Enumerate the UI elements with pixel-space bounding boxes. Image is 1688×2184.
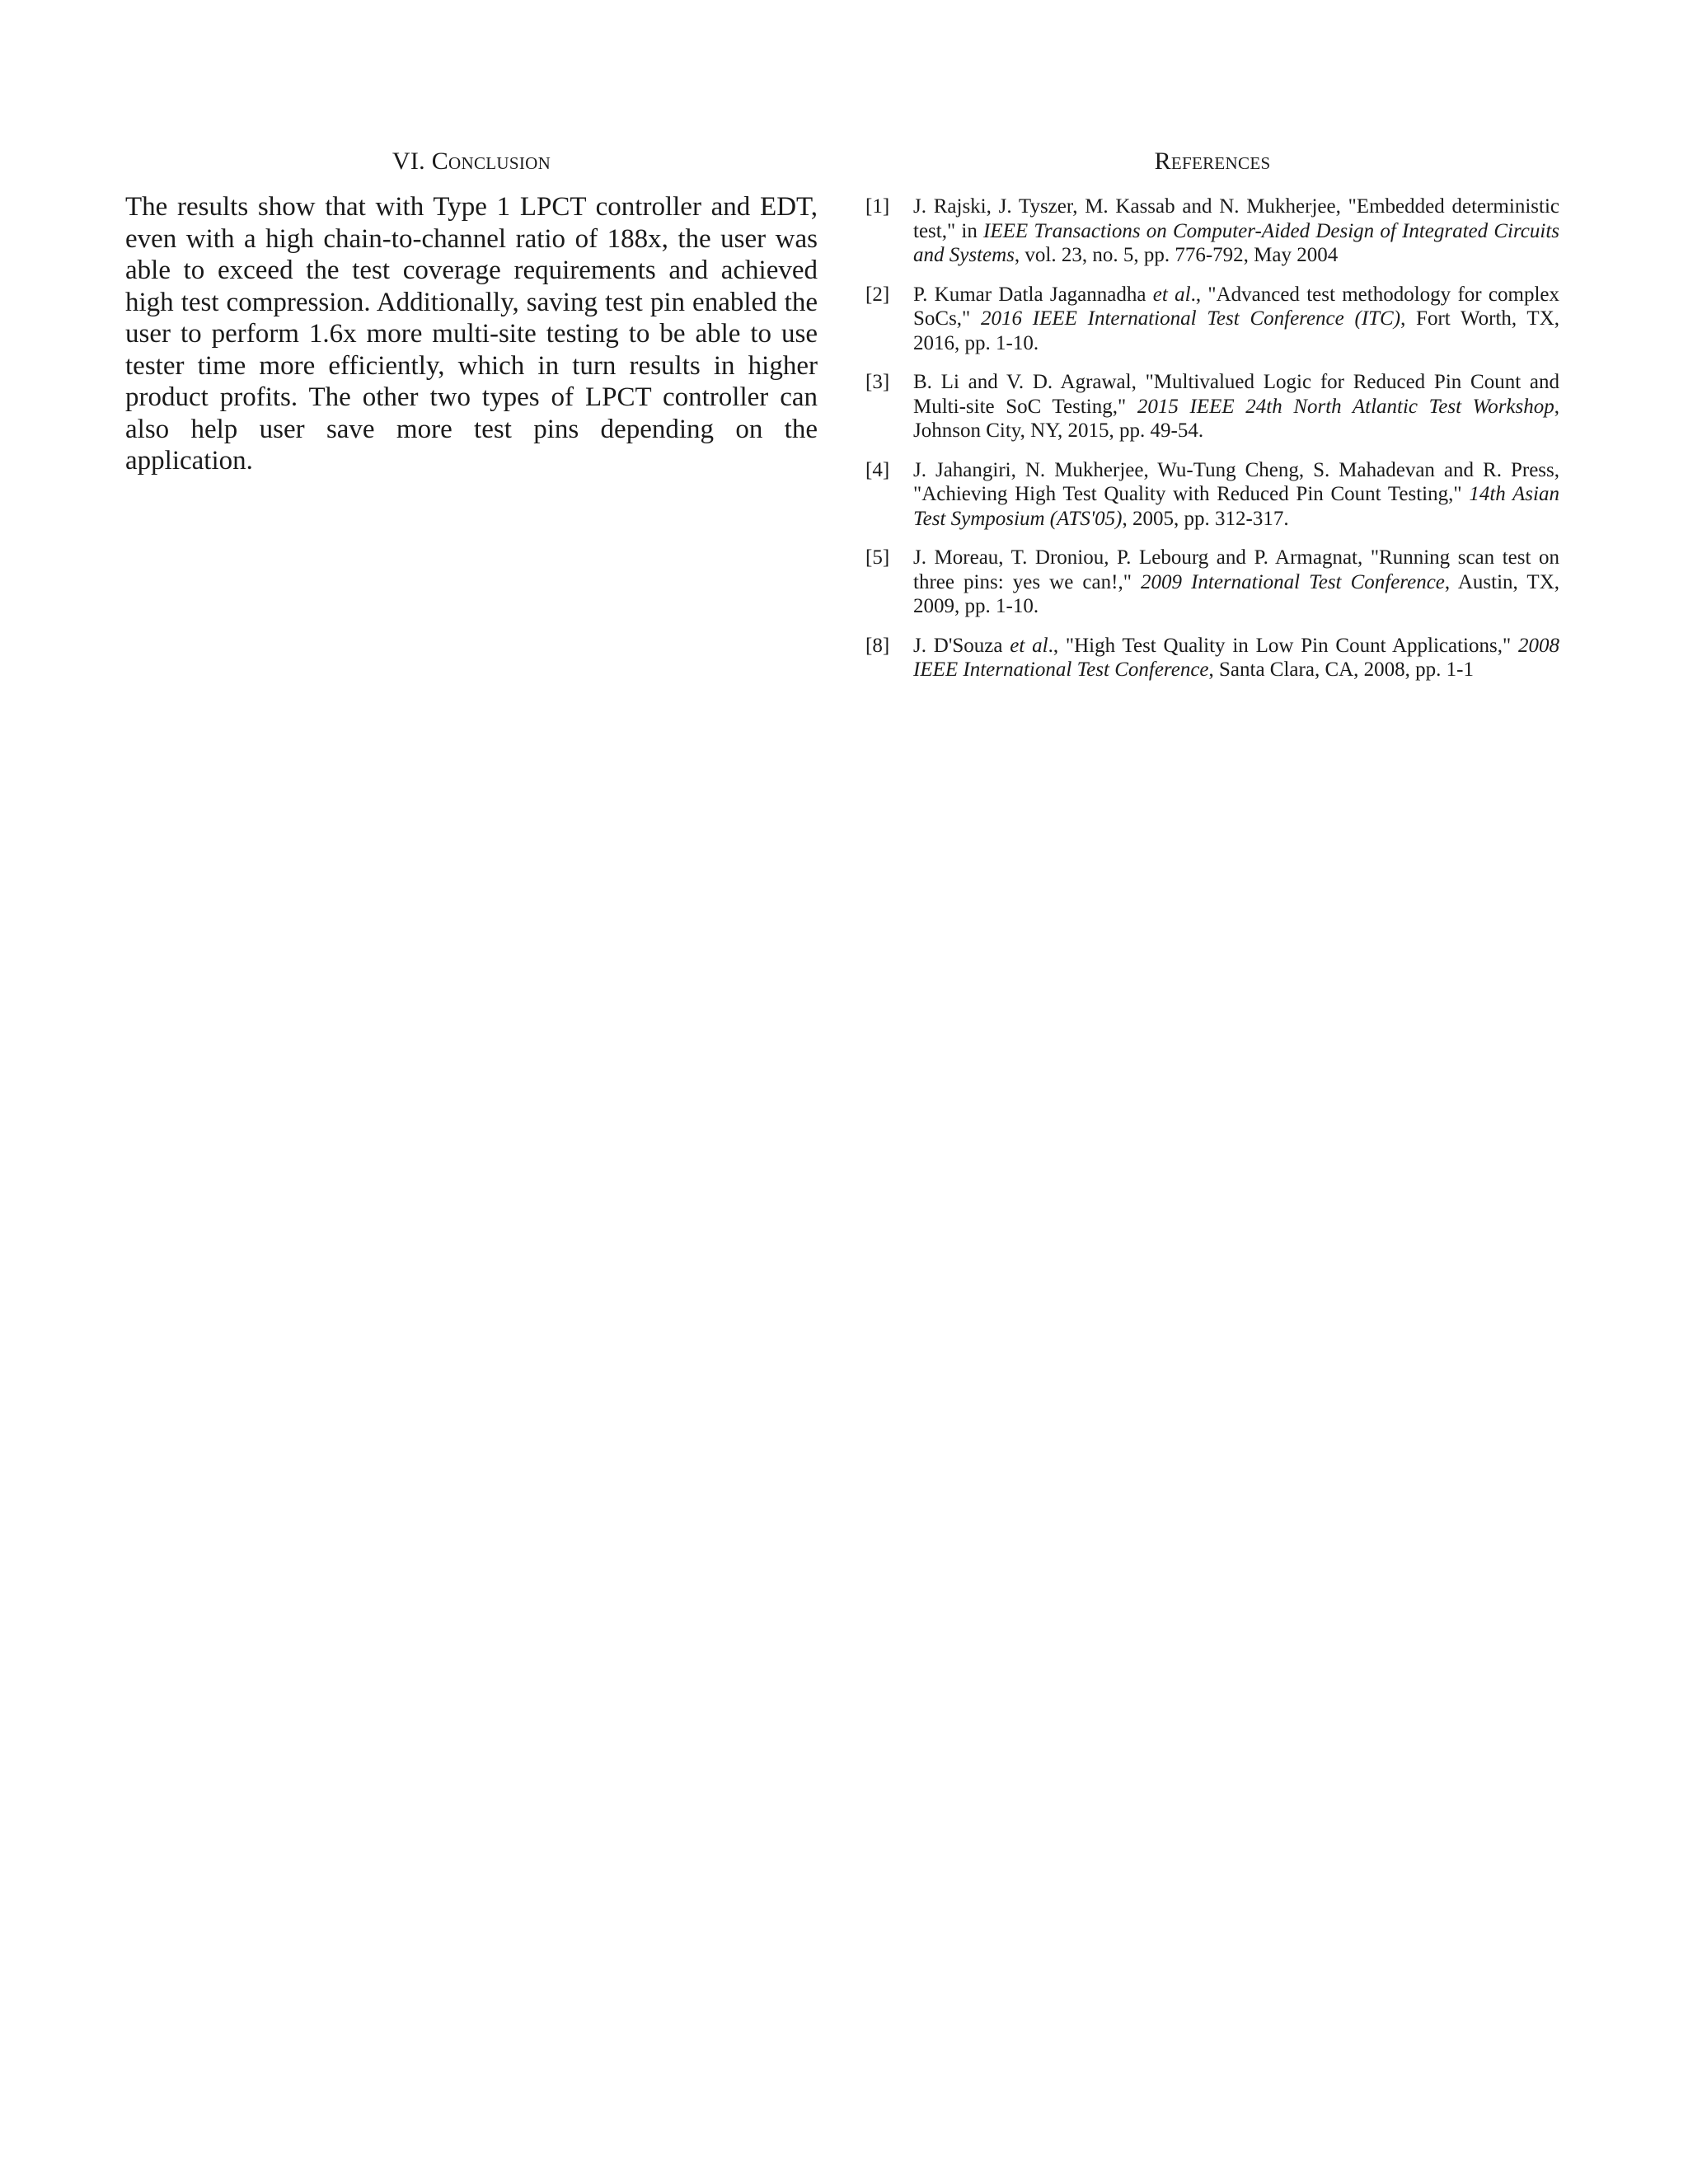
reference-item-5 bbox=[865, 546, 1559, 619]
reference-title: ., "High Test Quality in Low Pin Count Applications," bbox=[1048, 634, 1518, 657]
reference-venue: 2009 International Test Conference bbox=[1141, 570, 1445, 593]
reference-number: [5] bbox=[865, 546, 890, 569]
reference-details: , Fort Worth, TX, 2016, pp. 1-10. bbox=[913, 307, 1560, 354]
reference-details: , vol. 23, no. 5, pp. 776-792, May 2004 bbox=[1014, 244, 1339, 266]
reference-list bbox=[865, 194, 1559, 682]
reference-text bbox=[913, 371, 1559, 442]
conclusion-section bbox=[125, 147, 818, 477]
reference-authors-title: B. Li and V. D. Agrawal, "Multivalued Logic for Reduced Pin Count and Multi-site SoC Testing," bbox=[913, 371, 1559, 418]
conclusion-paragraph: The results show that with Type 1 LPCT controller and EDT, even with a high chain-to-channel ratio of 188x, the user was able to exceed the test coverage requirements and achieved high test compression. Additionally, saving test pin enabled the user to perform 1.6x more multi-site testing to be able to use tester time more efficiently, which in turn results in higher product profits. The other two types of LPCT controller can also help user save more test pins depending on the application. bbox=[125, 192, 818, 476]
reference-venue: 2015 IEEE 24th North Atlantic Test Workshop bbox=[1137, 395, 1554, 418]
references-section bbox=[865, 147, 1559, 697]
reference-et-al: et al bbox=[1010, 634, 1048, 657]
reference-text bbox=[913, 546, 1559, 617]
reference-number: [1] bbox=[865, 195, 890, 218]
reference-authors-title: J. Rajski, J. Tyszer, M. Kassab and N. Mukherjee, "Embedded deterministic test," in bbox=[913, 195, 1559, 242]
reference-venue: IEEE Transactions on Computer-Aided Design of Integrated Circuits and Systems bbox=[913, 219, 1559, 266]
reference-number: [3] bbox=[865, 371, 890, 393]
reference-number: [8] bbox=[865, 634, 890, 657]
reference-authors: J. D'Souza bbox=[913, 634, 1010, 657]
reference-details: , Johnson City, NY, 2015, pp. 49-54. bbox=[913, 395, 1559, 442]
reference-authors-title: J. Moreau, T. Droniou, P. Lebourg and P. Armagnat, "Running scan test on three pins: yes we can!," bbox=[913, 546, 1559, 593]
reference-title: ., "Advanced test methodology for complex SoCs," bbox=[913, 283, 1559, 330]
reference-number: [4] bbox=[865, 458, 890, 481]
reference-et-al: et al bbox=[1152, 283, 1191, 306]
reference-text bbox=[913, 284, 1559, 354]
conclusion-heading-number: VI. bbox=[392, 148, 425, 175]
reference-authors-title: J. Jahangiri, N. Mukherjee, Wu-Tung Cheng, S. Mahadevan and R. Press, "Achieving High Test Quality with Reduced Pin Count Testing," bbox=[913, 458, 1559, 505]
reference-text bbox=[913, 635, 1559, 682]
reference-venue: 2016 IEEE International Test Conference (ITC) bbox=[981, 307, 1401, 330]
reference-item-2 bbox=[865, 283, 1559, 356]
conclusion-heading bbox=[125, 147, 818, 176]
reference-number: [2] bbox=[865, 283, 890, 306]
reference-details: , 2005, pp. 312-317. bbox=[1122, 507, 1289, 530]
references-heading bbox=[865, 147, 1559, 176]
reference-item-3 bbox=[865, 370, 1559, 443]
references-heading-title: References bbox=[1154, 148, 1271, 175]
reference-authors: P. Kumar Datla Jagannadha bbox=[913, 283, 1153, 306]
reference-item-6 bbox=[865, 634, 1559, 682]
conclusion-heading-title: Conclusion bbox=[431, 148, 551, 175]
reference-details: , Austin, TX, 2009, pp. 1-10. bbox=[913, 570, 1560, 617]
reference-details: , Santa Clara, CA, 2008, pp. 1-1 bbox=[1208, 658, 1474, 681]
reference-text bbox=[913, 195, 1559, 266]
reference-item-4 bbox=[865, 458, 1559, 532]
reference-venue: 2008 IEEE International Test Conference bbox=[913, 634, 1559, 681]
reference-item-1 bbox=[865, 194, 1559, 268]
reference-venue: 14th Asian Test Symposium (ATS'05) bbox=[913, 483, 1559, 530]
reference-text bbox=[913, 459, 1559, 530]
